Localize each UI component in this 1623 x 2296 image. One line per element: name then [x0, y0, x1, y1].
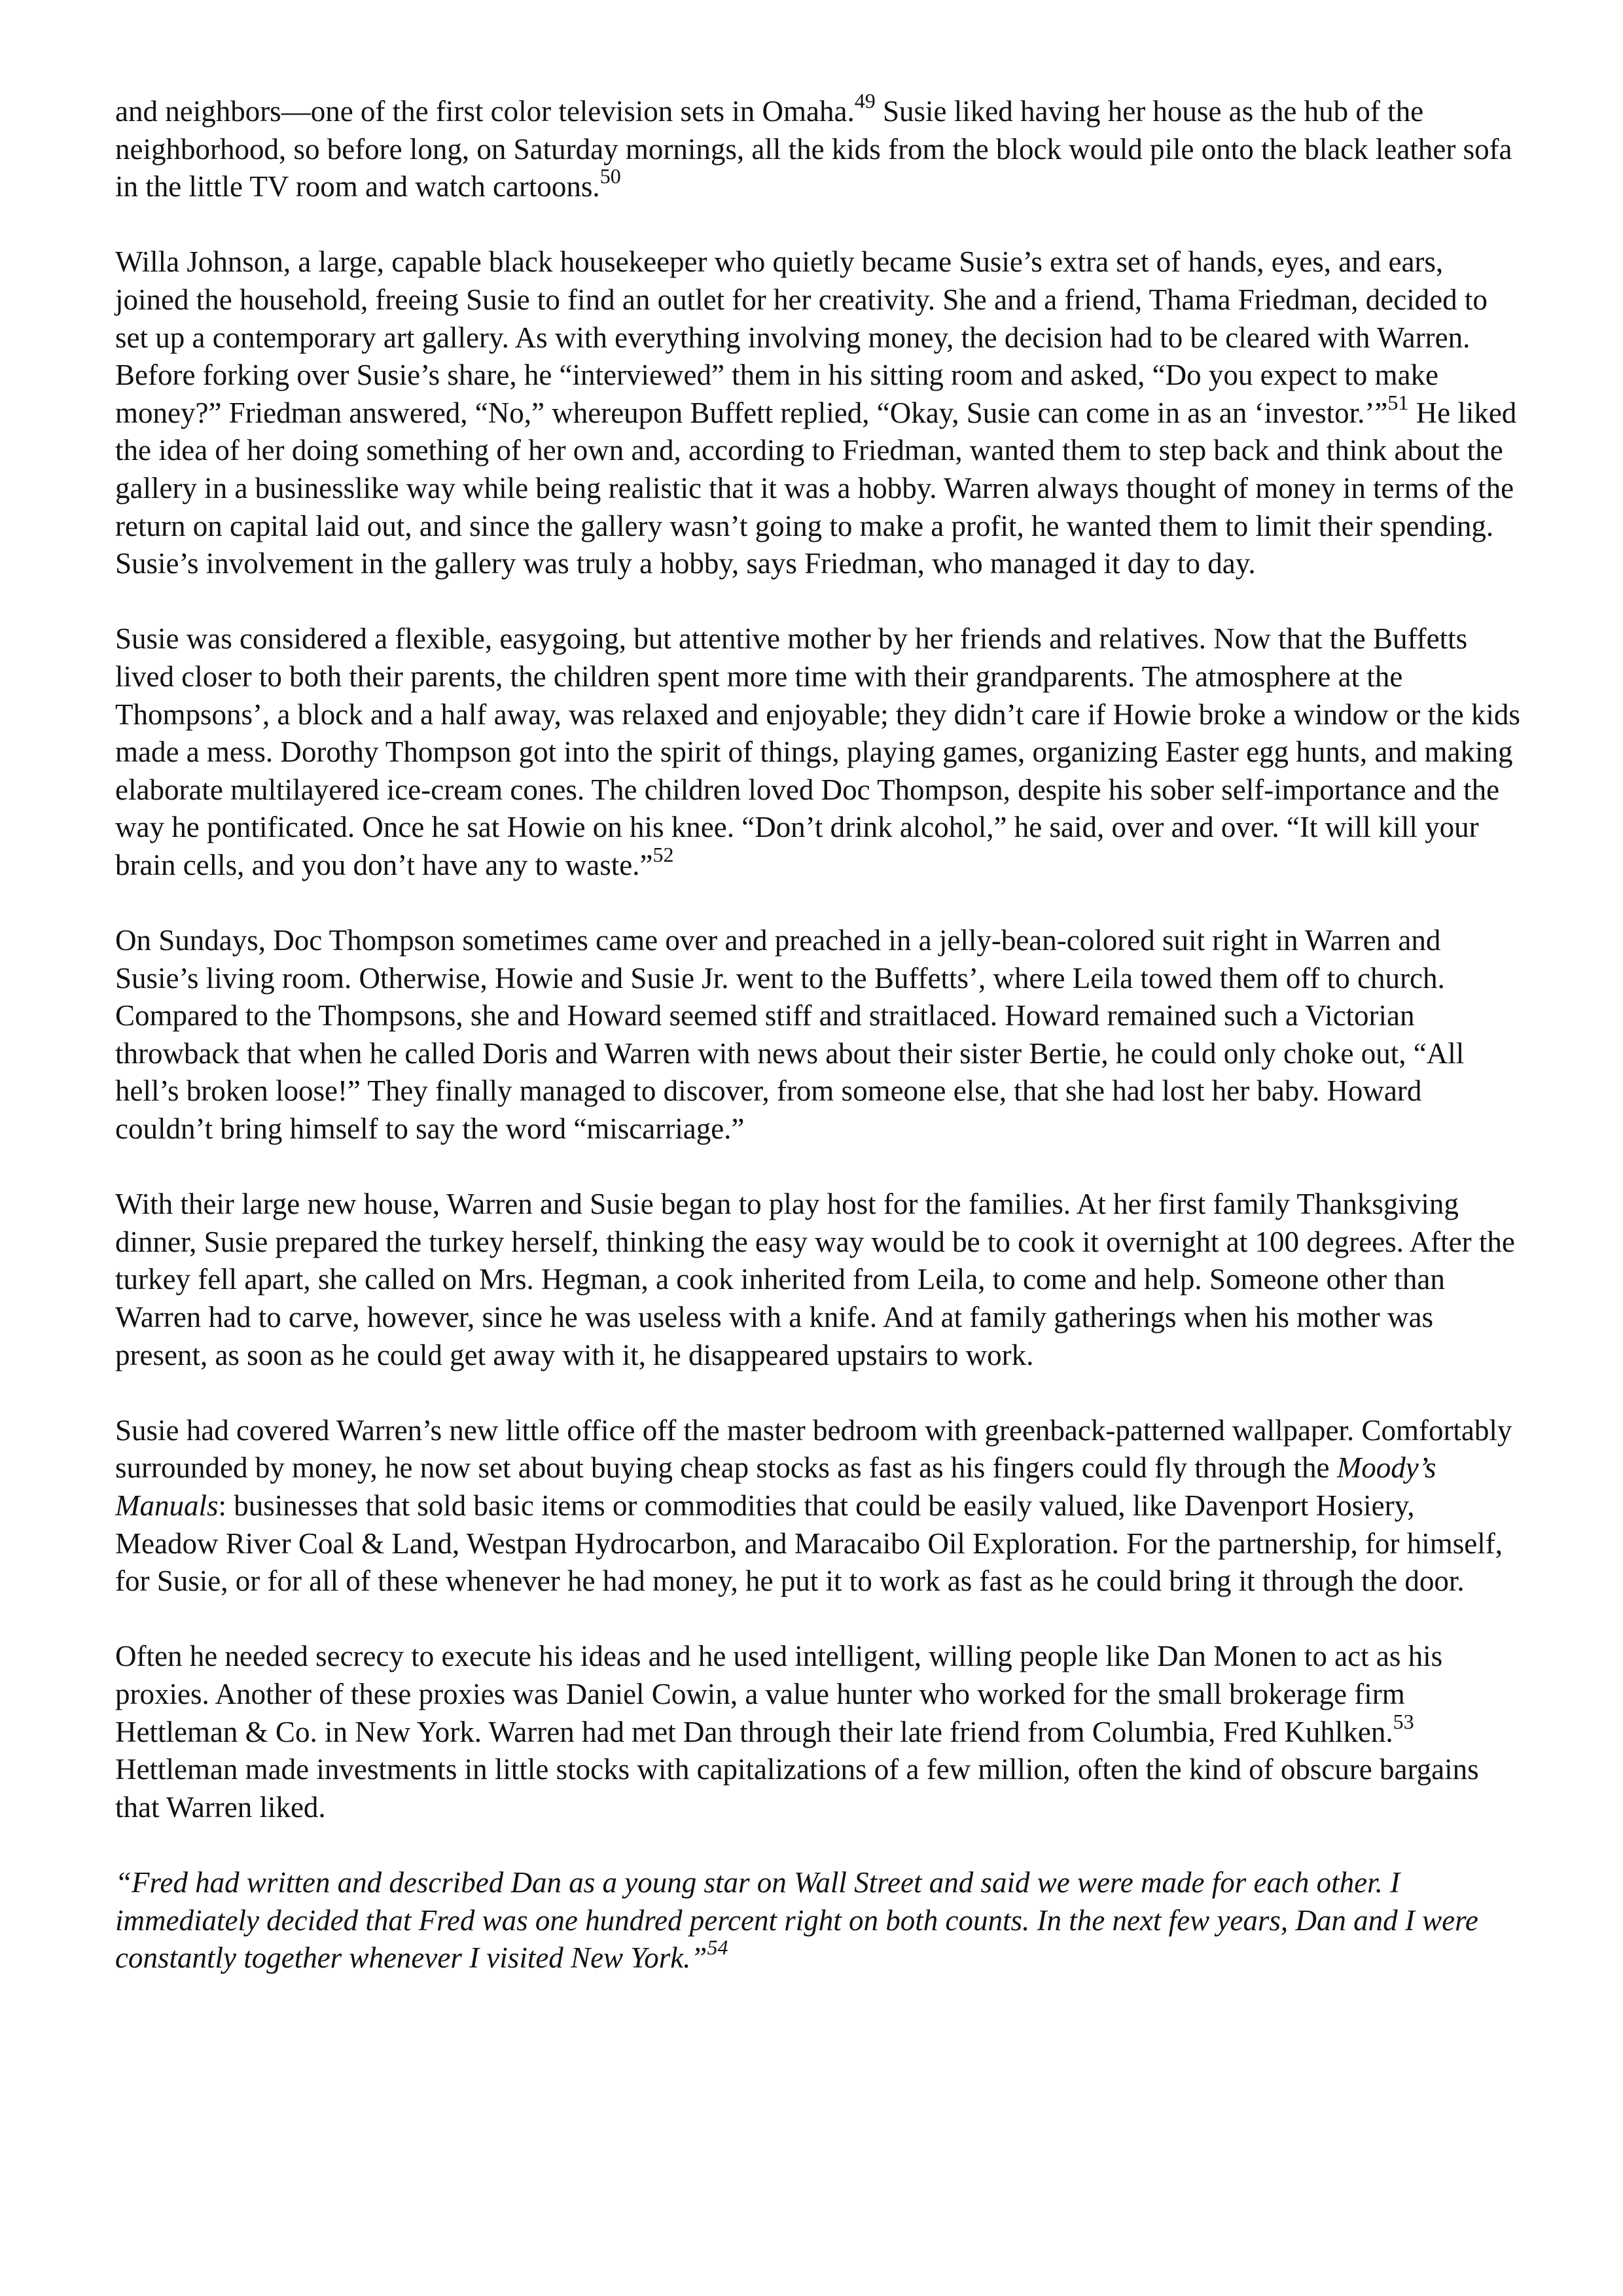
text-run: He liked the idea of her doing something of her own and, according to Friedman, wanted them to step back and think about the gallery in a businesslike way while being realistic that it was a hobby. Warren always thought of money in terms of the return on capital laid out, and since the gallery wasn’t going to make a profit, he wanted them to limit their spending. Susie’s involvement in the gallery was truly a hobby, says Friedman, who managed it day to day.: [115, 396, 1517, 580]
text-run: Susie was considered a flexible, easygoing, but attentive mother by her friends and relatives. Now that the Buffetts lived closer to both their parents, the children spent more time with their grandparents. The atmosphere at the Thompsons’, a block and a half away, was relaxed and enjoyable; they didn’t care if Howie broke a window or the kids made a mess. Dorothy Thompson got into the spirit of things, playing games, organizing Easter egg hunts, and making elaborate multilayered ice-cream cones. The children loved Doc Thompson, despite his sober self-importance and the way he pontificated. Once he sat Howie on his knee. “Don’t drink alcohol,” he said, over and over. “It will kill your brain cells, and you don’t have any to waste.”: [115, 622, 1520, 881]
text-run: “Fred had written and described Dan as a young star on Wall Street and said we were made for each other. I immediately decided that Fred was one hundred percent right on both counts. In the next few years, Dan and I were constantly together whenever I visited New York.”: [115, 1865, 1478, 1975]
body-paragraph: [115, 1186, 1522, 1374]
text-run: Susie liked having her house as the hub of the neighborhood, so before long, on Saturday mornings, all the kids from the block would pile onto the black leather sofa in the little TV room and watch cartoons.: [115, 95, 1512, 203]
body-paragraph: [115, 1412, 1522, 1600]
body-paragraph: [115, 243, 1522, 582]
body-paragraph: [115, 922, 1522, 1148]
text-run: On Sundays, Doc Thompson sometimes came over and preached in a jelly-bean-colored suit right in Warren and Susie’s living room. Otherwise, Howie and Susie Jr. went to the Buffetts’, where Leila towed them off to church. Compared to the Thompsons, she and Howard seemed stiff and straitlaced. Howard remained such a Victorian throwback that when he called Doris and Warren with news about their sister Bertie, he could only choke out, “All hell’s broken loose!” They finally managed to discover, from someone else, that she had lost her baby. Howard couldn’t bring himself to say the word “miscarriage.”: [115, 924, 1465, 1146]
text-run: and neighbors—one of the first color television sets in Omaha.: [115, 95, 855, 128]
body-paragraph: [115, 89, 1522, 206]
text-run: Often he needed secrecy to execute his ideas and he used intelligent, willing people like Dan Monen to act as his proxies. Another of these proxies was Daniel Cowin, a value hunter who worked for the small brokerage firm Hettleman & Co. in New York. Warren had met Dan through their late friend from Columbia, Fred Kuhlken.: [115, 1640, 1443, 1748]
text-run: Willa Johnson, a large, capable black housekeeper who quietly became Susie’s extra set of hands, eyes, and ears, joined the household, freeing Susie to find an outlet for her creativity. She and a friend, Thama Friedman, decided to set up a contemporary art gallery. As with everything involving money, the decision had to be cleared with Warren. Before forking over Susie’s share, he “interviewed” them in his sitting room and asked, “Do you expect to make money?” Friedman answered, “No,” whereupon Buffett replied, “Okay, Susie can come in as an ‘investor.’”: [115, 245, 1488, 429]
book-page: [115, 89, 1522, 2015]
footnote-marker: 49: [854, 89, 876, 113]
text-run: Susie had covered Warren’s new little office off the master bedroom with greenback-patterned wallpaper. Comfortably surrounded by money, he now set about buying cheap stocks as fast as his fingers could fly through the: [115, 1413, 1512, 1485]
body-paragraph: [115, 1638, 1522, 1826]
text-run: : businesses that sold basic items or commodities that could be easily valued, like Davenport Hosiery, Meadow River Coal & Land, Westpan Hydrocarbon, and Maracaibo Oil Exploration. For the partnership, for himself, for Susie, or for all of these whenever he had money, he put it to work as fast as he could bring it through the door.: [115, 1489, 1503, 1598]
footnote-marker: 54: [707, 1935, 728, 1960]
body-paragraph: [115, 620, 1522, 884]
italic-title: Moody’s Manuals: [115, 1451, 1436, 1522]
footnote-marker: 53: [1393, 1709, 1414, 1733]
footnote-marker: 50: [599, 164, 621, 188]
block-quote: [115, 1864, 1522, 1977]
text-run: Hettleman made investments in little stocks with capitalizations of a few million, often the kind of obscure bargains that Warren liked.: [115, 1753, 1479, 1824]
text-run: With their large new house, Warren and Susie began to play host for the families. At her first family Thanksgiving dinner, Susie prepared the turkey herself, thinking the easy way would be to cook it overnight at 100 degrees. After the turkey fell apart, she called on Mrs. Hegman, a cook inherited from Leila, to come and help. Someone other than Warren had to carve, however, since he was useless with a knife. And at family gatherings when his mother was present, as soon as he could get away with it, he disappeared upstairs to work.: [115, 1188, 1515, 1371]
footnote-marker: 52: [652, 842, 674, 866]
footnote-marker: 51: [1387, 390, 1409, 414]
